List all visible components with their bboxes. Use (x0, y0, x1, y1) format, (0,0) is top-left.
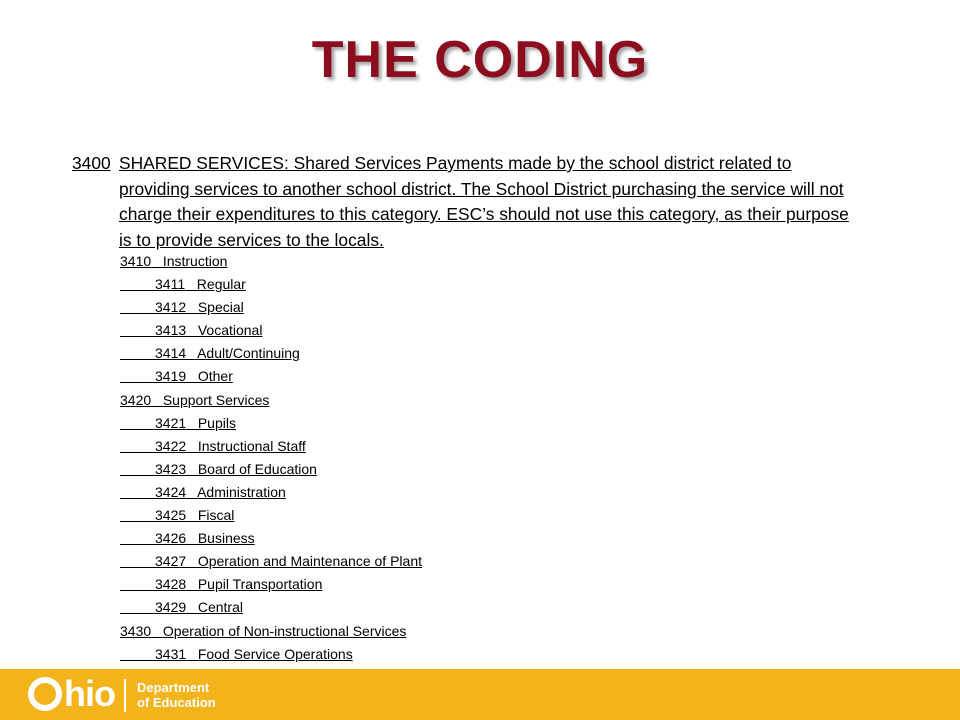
code-label: Pupils (197, 414, 236, 431)
code-label: Adult/Continuing (197, 345, 300, 362)
code-number: 3430 (120, 622, 152, 639)
code-number: 3424 (155, 483, 187, 500)
footer-bar (0, 669, 960, 720)
code-list-item (120, 437, 422, 460)
code-indent (120, 530, 155, 546)
code-number: 3431 (155, 645, 187, 662)
code-number: 3412 (155, 299, 187, 316)
code-list-item (120, 298, 422, 321)
code-list-item (120, 598, 422, 621)
ohio-logo-text: hio (64, 673, 115, 714)
footer-divider (124, 679, 126, 712)
slide-title: THE CODING (311, 31, 649, 89)
code-number: 3429 (155, 599, 187, 616)
department-line-1: Department (137, 680, 210, 695)
code-indent (120, 415, 155, 431)
main-code-entry (72, 151, 857, 253)
code-list-item (120, 414, 422, 437)
department-name (137, 680, 216, 710)
code-list-item (120, 252, 422, 275)
code-number: 3428 (155, 576, 187, 593)
code-label: Support Services (162, 391, 270, 408)
ohio-o-icon (27, 676, 63, 712)
code-number: 3421 (155, 414, 187, 431)
code-number: 3411 (155, 276, 186, 293)
code-label: Instruction (162, 253, 228, 269)
main-code: 3400 (72, 153, 111, 173)
code-label: Vocational (197, 322, 263, 339)
code-label: Other (197, 368, 233, 385)
department-line-2: of Education (137, 695, 216, 710)
code-list-item (120, 367, 422, 390)
ohio-logo (27, 674, 115, 714)
code-list-item (120, 575, 422, 598)
code-indent (120, 345, 155, 361)
code-indent (120, 507, 155, 523)
code-list (120, 252, 422, 668)
code-label: Board of Education (197, 460, 317, 477)
code-list-item (120, 645, 422, 668)
code-label: Food Service Operations (197, 645, 353, 662)
code-list-item (120, 391, 422, 414)
code-indent (120, 438, 155, 454)
code-number: 3419 (155, 368, 187, 385)
code-indent (120, 322, 155, 338)
code-number: 3413 (155, 322, 187, 339)
code-label: Pupil Transportation (197, 576, 323, 593)
code-indent (120, 553, 155, 569)
code-number: 3425 (155, 507, 187, 524)
code-label: Special (197, 299, 244, 316)
code-list-item (120, 275, 422, 298)
code-indent (120, 576, 155, 592)
code-label: Central (197, 599, 243, 616)
code-list-item (120, 622, 422, 645)
code-number: 3427 (155, 553, 187, 570)
code-number: 3414 (155, 345, 187, 362)
code-number: 3426 (155, 530, 187, 547)
main-code-description: SHARED SERVICES: Shared Services Payments made by the school district related to providing services to another school district. The School District purchasing the service will not charge their expenditures to this category. ESC’s should not use this category, as their purpose is to provide services to the locals. (119, 153, 849, 250)
code-number: 3422 (155, 437, 187, 454)
code-list-item (120, 460, 422, 483)
code-label: Operation and Maintenance of Plant (197, 553, 422, 570)
code-label: Business (197, 530, 255, 547)
code-list-item (120, 321, 422, 344)
code-list-item (120, 344, 422, 367)
code-indent (120, 299, 155, 315)
code-list-item (120, 506, 422, 529)
code-indent (120, 646, 155, 662)
code-label: Operation of Non-instructional Services (162, 622, 407, 639)
code-indent (120, 276, 155, 292)
code-label: Administration (197, 483, 286, 500)
code-number: 3423 (155, 460, 187, 477)
code-label: Fiscal (197, 507, 235, 524)
code-label: Instructional Staff (197, 437, 306, 454)
code-list-item (120, 552, 422, 575)
code-indent (120, 461, 155, 477)
code-number: 3410 (120, 253, 152, 269)
code-label: Regular (196, 276, 246, 293)
code-indent (120, 599, 155, 615)
code-indent (120, 484, 155, 500)
code-list-item (120, 529, 422, 552)
code-list-item (120, 483, 422, 506)
code-number: 3420 (120, 391, 152, 408)
code-indent (120, 368, 155, 384)
